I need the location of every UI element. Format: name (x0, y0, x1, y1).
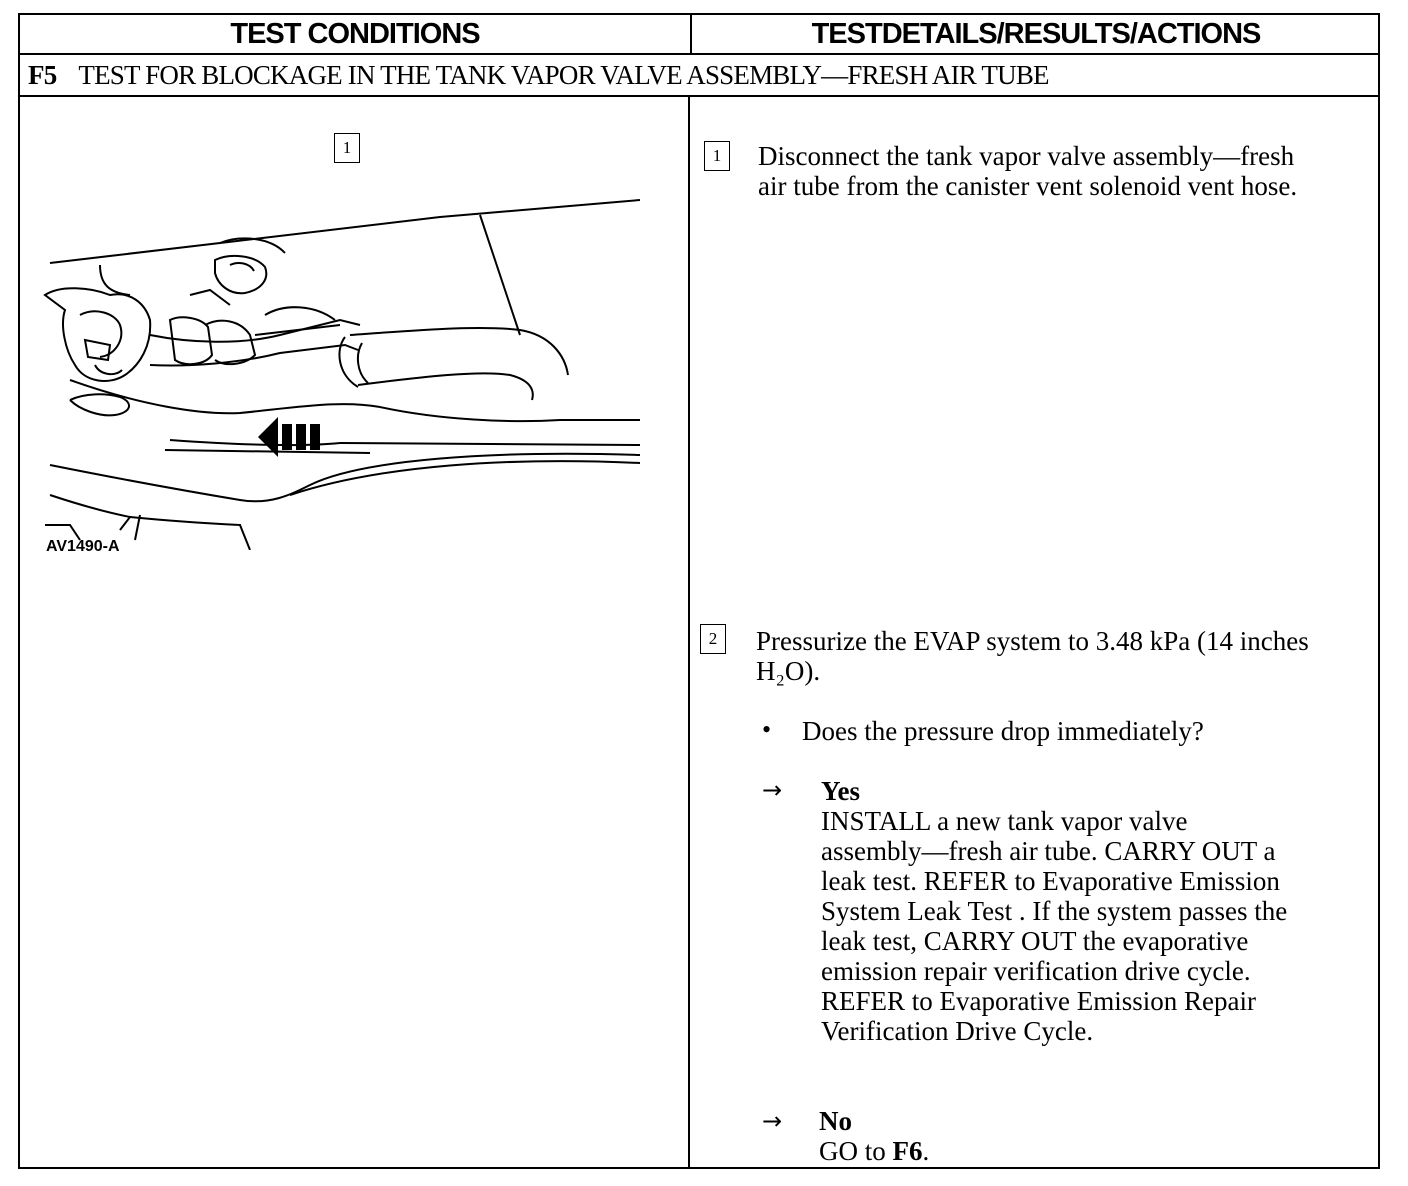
step-1-marker: 1 (704, 141, 730, 171)
yes-arrow-icon: → (762, 776, 783, 804)
step-2-line: Pressurize the EVAP system to 3.48 kPa (14 inches (756, 626, 1309, 656)
step-1-line: air tube from the canister vent solenoid vent hose. (758, 171, 1298, 201)
answer-yes-line: leak test. REFER to Evaporative Emission (821, 866, 1280, 896)
test-title-row (20, 55, 1378, 97)
answer-no (819, 1106, 1359, 1166)
step-2-question: Does the pressure drop immediately? (802, 716, 1204, 746)
answer-yes-line: leak test, CARRY OUT the evaporative (821, 926, 1249, 956)
step-2-line: H₂O). (756, 656, 821, 686)
goto-f6-link[interactable]: F6 (892, 1136, 923, 1166)
step-2-text (756, 626, 1376, 686)
header-test-conditions: TEST CONDITIONS (20, 15, 692, 55)
test-title: TEST FOR BLOCKAGE IN THE TANK VAPOR VALVE ASSEMBLY—FRESH AIR TUBE (78, 59, 1049, 90)
hose-illustration (40, 195, 650, 550)
step-1-text (758, 141, 1368, 201)
answer-yes-line: REFER to Evaporative Emission Repair (821, 986, 1256, 1016)
no-arrow-icon: → (762, 1107, 783, 1135)
figure-label: AV1490-A (46, 538, 120, 555)
answer-yes-title: Yes (821, 776, 860, 806)
goto-prefix: GO to (819, 1136, 893, 1166)
answer-yes-line: Verification Drive Cycle. (821, 1016, 1094, 1046)
answer-no-action (819, 1136, 1359, 1166)
bullet-icon: • (762, 715, 772, 744)
answer-yes-line: assembly—fresh air tube. CARRY OUT a (821, 836, 1276, 866)
figure-step-marker: 1 (334, 133, 360, 163)
answer-yes-line: emission repair verification drive cycle. (821, 956, 1251, 986)
answer-yes (821, 776, 1361, 1046)
header-test-details: TESTDETAILS/RESULTS/ACTIONS (692, 15, 1380, 55)
answer-no-title: No (819, 1106, 852, 1136)
answer-yes-line: System Leak Test . If the system passes the (821, 896, 1288, 926)
step-2-marker: 2 (700, 624, 726, 654)
column-divider (688, 97, 690, 1169)
test-code: F5 (28, 59, 57, 90)
goto-suffix: . (922, 1136, 930, 1166)
step-1-line: Disconnect the tank vapor valve assembly—fresh (758, 141, 1295, 171)
answer-yes-line: INSTALL a new tank vapor valve (821, 806, 1188, 836)
